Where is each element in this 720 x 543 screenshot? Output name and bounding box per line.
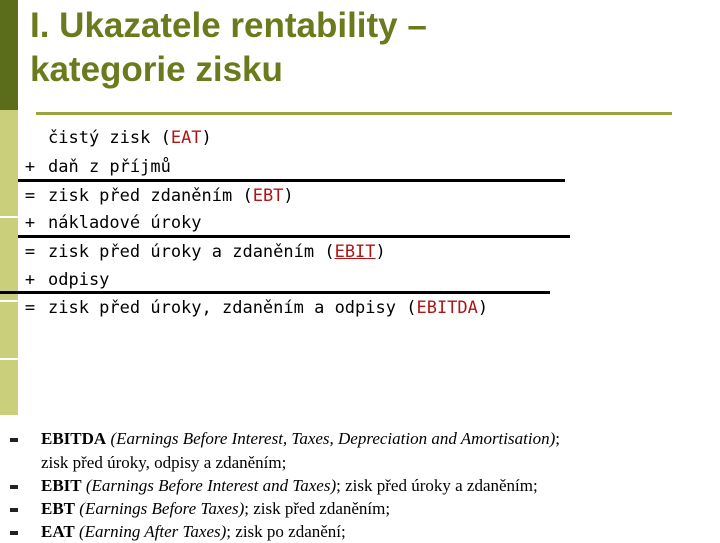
side-bar-divider — [0, 300, 18, 302]
bullet-icon — [10, 438, 18, 442]
definition-english: (Earning After Taxes) — [78, 522, 227, 541]
definition-english: (Earnings Before Interest and Taxes) — [85, 476, 337, 495]
calc-text: zisk před úroky a zdaněním (EBIT) — [48, 242, 386, 262]
definition-abbreviation: EBT — [41, 499, 76, 518]
definition-czech: ; zisk po zdanění; — [226, 522, 346, 541]
definition-abbreviation: EAT — [41, 522, 75, 541]
calc-operator: + — [24, 213, 36, 233]
definition-abbreviation: EBITDA — [41, 429, 107, 448]
calc-text: zisk před úroky, zdaněním a odpisy (EBITDA) — [48, 298, 489, 318]
side-bar-divider — [0, 358, 18, 360]
definition-abbreviation: EBIT — [41, 476, 82, 495]
calc-abbreviation: EBITDA — [416, 298, 478, 318]
bullet-icon — [10, 531, 18, 535]
calc-abbreviation: EBIT — [334, 242, 376, 262]
calc-text: čistý zisk (EAT) — [48, 128, 212, 148]
bullet-icon — [10, 485, 18, 489]
calc-text: odpisy — [48, 270, 110, 290]
calc-abbreviation: EBT — [252, 186, 284, 206]
calc-operator: = — [24, 298, 36, 318]
calc-abbreviation: EAT — [170, 128, 202, 148]
slide-title-line-1: I. Ukazatele rentability – — [30, 6, 427, 45]
calc-operator: + — [24, 157, 36, 177]
definition-czech: zisk před úroky, odpisy a zdaněním; — [41, 453, 287, 472]
definition-czech: ; zisk před úroky a zdaněním; — [336, 476, 538, 495]
slide-title — [30, 4, 427, 92]
side-bar-light — [0, 110, 18, 415]
definition-text — [41, 498, 390, 520]
calc-operator: = — [24, 186, 36, 206]
definition-text — [41, 428, 560, 450]
calc-operator: + — [24, 270, 36, 290]
definition-english: (Earnings Before Interest, Taxes, Depreciation and Amortisation) — [110, 429, 556, 448]
definition-czech: ; zisk před zdaněním; — [244, 499, 391, 518]
title-underline — [36, 112, 672, 115]
slide-title-line-2: kategorie zisku — [30, 50, 283, 89]
side-bar-divider — [0, 216, 18, 218]
definition-text — [41, 475, 538, 497]
bullet-icon — [10, 508, 18, 512]
calc-operator: = — [24, 242, 36, 262]
calc-text: nákladové úroky — [48, 213, 202, 233]
calc-text: zisk před zdaněním (EBT) — [48, 186, 294, 206]
definition-english: (Earnings Before Taxes) — [79, 499, 245, 518]
definition-czech: ; — [555, 429, 560, 448]
side-bar-dark — [0, 0, 18, 110]
calc-text: daň z příjmů — [48, 157, 171, 177]
